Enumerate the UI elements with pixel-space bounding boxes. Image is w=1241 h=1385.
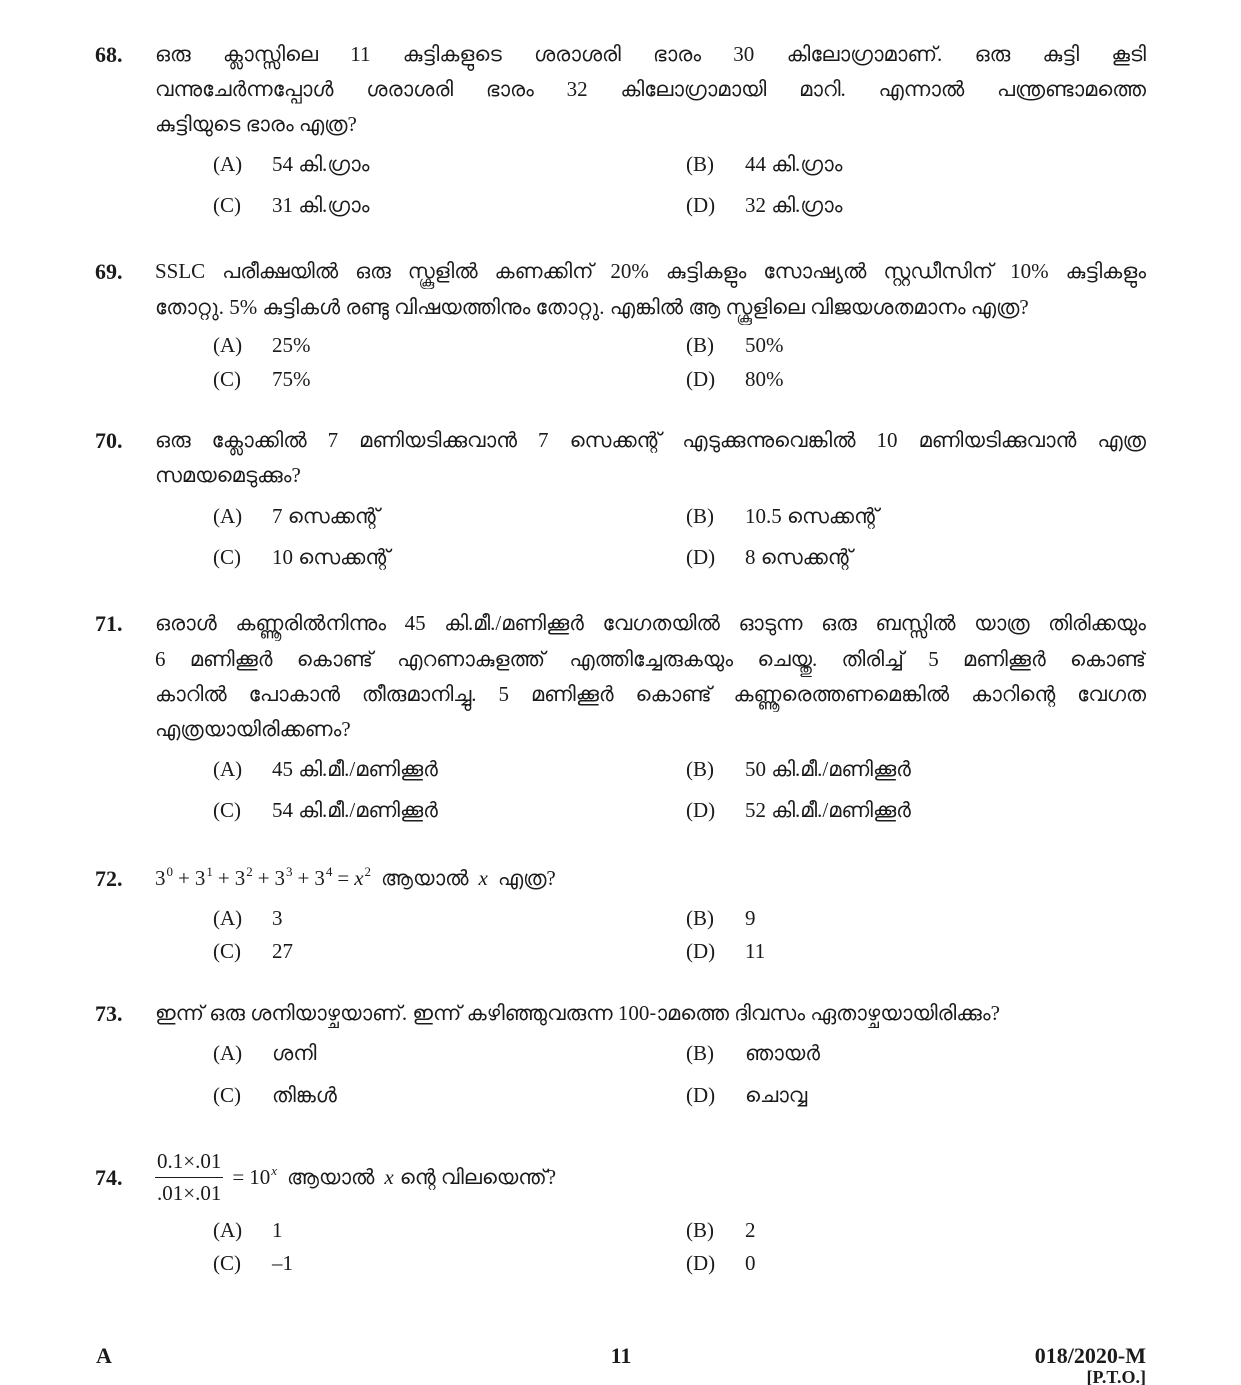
term-exponent: 3 <box>286 864 293 879</box>
option-label: (A) <box>213 757 243 781</box>
option-label: (C) <box>213 798 241 822</box>
question-number: 74. <box>95 1165 123 1190</box>
plus-sign: + <box>297 866 310 890</box>
option-b <box>686 499 879 534</box>
option-d <box>686 540 852 575</box>
question-tail: ന്റെ വിലയെന്ത്? <box>399 1164 557 1189</box>
option-b <box>686 901 756 936</box>
power-term <box>249 1162 277 1190</box>
option-label: (A) <box>213 152 243 176</box>
question-stem-line: കാറിൽ പോകാൻ തീരുമാനിച്ചു. 5 മണിക്കൂർ കൊണ്ട് കണ്ണൂരെത്തണമെങ്കിൽ കാറിന്റെ വേഗത <box>155 682 1146 706</box>
option-value: 7 സെക്കന്റ് <box>272 504 380 528</box>
option-value: 45 കി.മീ./മണിക്കൂർ <box>272 757 438 781</box>
question-number: 72. <box>95 866 123 891</box>
option-value: 32 കി.ഗ്രാം <box>745 193 843 217</box>
option-value: 31 കി.ഗ്രാം <box>272 193 370 217</box>
question-number: 70. <box>95 428 123 453</box>
math-equation <box>155 861 556 896</box>
term-base: 3 <box>274 866 286 890</box>
question-stem-line: ഇന്ന് ഒരു ശനിയാഴ്ചയാണ്. ഇന്ന് കഴിഞ്ഞുവരുന്ന 100-ാമത്തെ ദിവസം ഏതാഴ്ചയായിരിക്കും? <box>155 1001 1000 1025</box>
question-stem-line: സമയമെടുക്കും? <box>155 463 301 487</box>
option-label: (B) <box>686 333 714 357</box>
option-c <box>213 362 311 397</box>
term-exponent: 4 <box>325 864 333 879</box>
option-label: (D) <box>686 939 716 963</box>
option-d <box>686 1246 756 1281</box>
term-base: x <box>354 866 364 890</box>
question-stem-line: വന്നുചേർന്നപ്പോൾ ശരാശരി ഭാരം 32 കിലോഗ്രാമായി മാറി. എന്നാൽ പന്ത്രണ്ടാമത്തെ <box>155 77 1146 101</box>
option-value: 8 സെക്കന്റ് <box>745 545 853 569</box>
option-label: (B) <box>686 906 714 930</box>
option-value: 54 കി.മീ./മണിക്കൂർ <box>272 798 438 822</box>
question-number: 71. <box>95 611 123 636</box>
option-label: (A) <box>213 504 243 528</box>
pto-note: [P.T.O.] <box>1086 1370 1146 1385</box>
option-c <box>213 540 390 575</box>
variable: x <box>384 1164 394 1189</box>
option-a <box>213 1213 283 1248</box>
paper-code: 018/2020-M <box>1034 1343 1146 1368</box>
connector-text: ആയാൽ <box>381 866 469 890</box>
option-d <box>686 188 842 223</box>
option-d <box>686 362 784 397</box>
option-value: 75% <box>272 367 311 391</box>
option-value: 52 കി.മീ./മണിക്കൂർ <box>745 798 911 822</box>
option-value: 44 കി.ഗ്രാം <box>745 152 843 176</box>
option-label: (D) <box>686 798 716 822</box>
option-value: 25% <box>272 333 311 357</box>
option-label: (A) <box>213 1041 243 1065</box>
connector-text: ആയാൽ <box>286 1164 375 1189</box>
option-c <box>213 1246 293 1281</box>
option-label: (B) <box>686 1218 714 1242</box>
option-value: 50 കി.മീ./മണിക്കൂർ <box>745 757 911 781</box>
option-value: 1 <box>272 1218 283 1242</box>
option-value: 3 <box>272 906 283 930</box>
option-label: (D) <box>686 193 716 217</box>
term-exponent: 2 <box>364 864 372 879</box>
option-value: 54 കി.ഗ്രാം <box>272 152 370 176</box>
option-d <box>686 793 911 828</box>
option-a <box>213 147 369 182</box>
option-d <box>686 1078 807 1113</box>
question-number: 69. <box>95 259 123 284</box>
option-value: ചൊവ്വ <box>745 1083 808 1107</box>
option-b <box>686 328 784 363</box>
plus-sign: + <box>217 866 230 890</box>
question-stem-line: തോറ്റു. 5% കുട്ടികൾ രണ്ടു വിഷയത്തിനും തോറ്റു. എങ്കിൽ ആ സ്കൂളിലെ വിജയശതമാനം എത്ര? <box>155 295 1029 319</box>
power-term <box>155 866 173 890</box>
power-term <box>354 866 371 890</box>
option-value: 9 <box>745 906 756 930</box>
equals-sign: = <box>232 1164 245 1189</box>
option-label: (C) <box>213 1083 241 1107</box>
option-value: 50% <box>745 333 784 357</box>
option-c <box>213 188 369 223</box>
power-term <box>314 866 332 890</box>
fraction <box>155 1146 223 1209</box>
option-label: (B) <box>686 504 714 528</box>
term-base: 3 <box>234 866 246 890</box>
option-value: 80% <box>745 367 784 391</box>
term-base: 3 <box>314 866 325 890</box>
option-b <box>686 1036 820 1071</box>
option-a <box>213 499 379 534</box>
question-stem-line: 6 മണിക്കൂർ കൊണ്ട് എറണാകുളത്ത് എത്തിച്ചേരുകയും ചെയ്തു. തിരിച്ച് 5 മണിക്കൂർ കൊണ്ട് <box>155 647 1146 671</box>
option-a <box>213 752 438 787</box>
option-label: (D) <box>686 1083 716 1107</box>
option-label: (B) <box>686 757 714 781</box>
option-label: (C) <box>213 367 241 391</box>
option-label: (D) <box>686 1251 716 1275</box>
fraction-denominator: .01×.01 <box>155 1177 223 1209</box>
option-b <box>686 752 911 787</box>
power-term <box>195 866 213 890</box>
term-exponent: x <box>271 1162 277 1178</box>
question-stem-line: ഒരു ക്ലാസ്സിലെ 11 കുട്ടികളുടെ ശരാശരി ഭാരം 30 കിലോഗ്രാമാണ്. ഒരു കുട്ടി കൂടി <box>155 42 1146 66</box>
power-term <box>235 866 253 890</box>
option-a <box>213 901 283 936</box>
variable: x <box>478 866 488 890</box>
term-exponent: 0 <box>166 864 173 879</box>
option-value: തിങ്കൾ <box>272 1083 337 1107</box>
option-value: 10.5 സെക്കന്റ് <box>745 504 879 528</box>
term-exponent: 2 <box>246 864 253 879</box>
option-label: (B) <box>686 1041 714 1065</box>
option-a <box>213 328 311 363</box>
option-b <box>686 1213 756 1248</box>
option-label: (C) <box>213 939 241 963</box>
math-equation <box>155 1144 556 1210</box>
question-number: 73. <box>95 1001 123 1026</box>
fraction-numerator: 0.1×.01 <box>157 1148 222 1173</box>
term-base: 3 <box>155 866 166 890</box>
option-label: (D) <box>686 367 716 391</box>
question-stem-line: കുട്ടിയുടെ ഭാരം എത്ര? <box>155 112 357 136</box>
term-base: 10 <box>249 1164 271 1189</box>
question-number: 68. <box>95 42 123 67</box>
plus-sign: + <box>178 866 190 890</box>
question-stem-line: ഒരു ക്ലോക്കിൽ 7 മണിയടിക്കുവാൻ 7 സെക്കന്റ് എടുക്കുന്നുവെങ്കിൽ 10 മണിയടിക്കുവാൻ എത്ര <box>155 428 1146 452</box>
option-label: (A) <box>213 333 243 357</box>
option-value: 2 <box>745 1218 756 1242</box>
term-exponent: 1 <box>206 864 213 879</box>
option-value: –1 <box>272 1251 293 1275</box>
option-value: 11 <box>745 939 766 963</box>
option-a <box>213 1036 316 1071</box>
series-code: A <box>96 1343 112 1368</box>
option-b <box>686 147 842 182</box>
question-tail: എത്ര? <box>497 866 556 890</box>
option-label: (A) <box>213 906 243 930</box>
option-d <box>686 934 765 969</box>
equals-sign: = <box>337 866 350 890</box>
option-value: 0 <box>745 1251 756 1275</box>
option-label: (A) <box>213 1218 243 1242</box>
term-base: 3 <box>194 866 206 890</box>
plus-sign: + <box>257 866 270 890</box>
option-label: (C) <box>213 545 241 569</box>
option-c <box>213 793 438 828</box>
question-stem-line: ഒരാൾ കണ്ണൂരിൽനിന്നും 45 കി.മീ./മണിക്കൂർ വേഗതയിൽ ഓടുന്ന ഒരു ബസ്സിൽ യാത്ര തിരിക്കയും <box>155 611 1146 635</box>
option-label: (B) <box>686 152 714 176</box>
question-stem-line: എത്രയായിരിക്കണം? <box>155 717 351 741</box>
option-value: ഞായർ <box>745 1041 820 1065</box>
option-value: ശനി <box>272 1041 317 1065</box>
option-label: (C) <box>213 1251 241 1275</box>
power-term <box>275 866 293 890</box>
option-c <box>213 1078 337 1113</box>
question-stem-line: SSLC പരീക്ഷയിൽ ഒരു സ്കൂളിൽ കണക്കിന് 20% കുട്ടികളും സോഷ്യൽ സ്റ്റഡീസിന് 10% കുട്ടികളും <box>155 259 1146 283</box>
page-number: 11 <box>610 1343 632 1368</box>
option-value: 10 സെക്കന്റ് <box>272 545 390 569</box>
option-value: 27 <box>272 939 293 963</box>
option-label: (D) <box>686 545 716 569</box>
option-c <box>213 934 293 969</box>
option-label: (C) <box>213 193 241 217</box>
